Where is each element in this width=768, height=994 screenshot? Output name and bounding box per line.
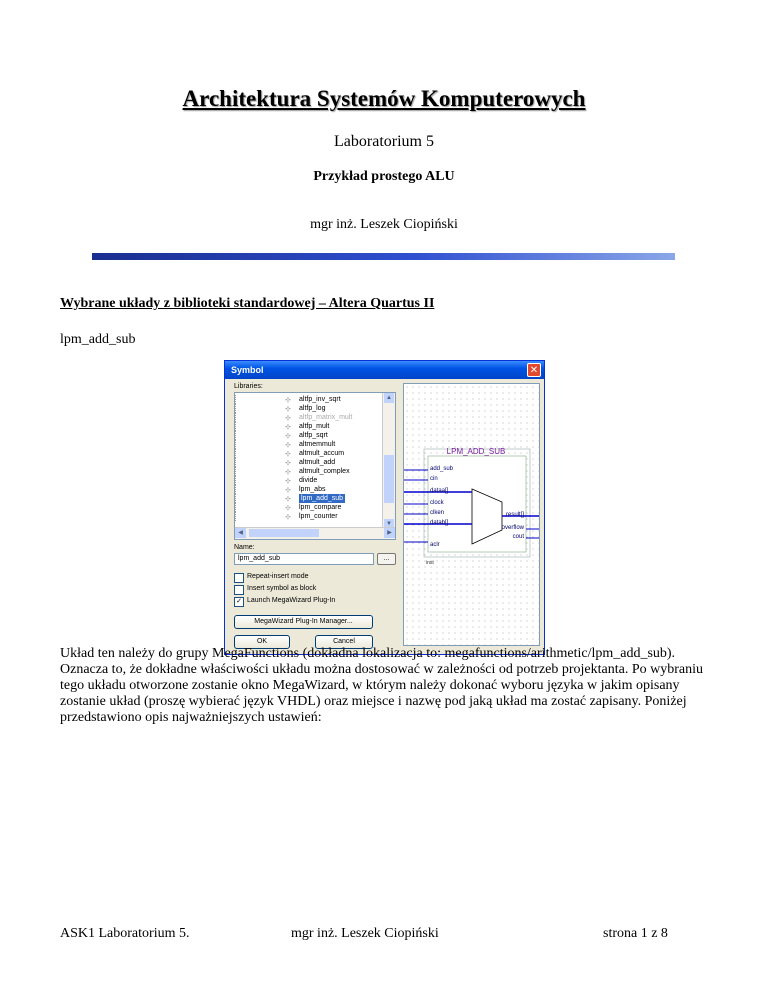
megafunction-icon: ⊹	[285, 406, 291, 413]
megawizard-manager-button[interactable]: MegaWizard Plug-In Manager...	[234, 615, 373, 629]
library-item-label: altmemmult	[299, 441, 336, 448]
symbol-output-pin: result[]	[505, 512, 524, 518]
library-item[interactable]	[235, 395, 385, 404]
libraries-vertical-scrollbar[interactable]	[382, 393, 395, 529]
lab-number: Laboratorium 5	[334, 133, 434, 150]
megafunction-icon: ⊹	[285, 397, 291, 404]
checkbox-label: Repeat-insert mode	[247, 573, 309, 580]
symbol-dialog	[224, 360, 545, 655]
megafunction-icon: ⊹	[285, 460, 291, 467]
symbol-input-pin: dataa[]	[430, 488, 449, 494]
megafunction-icon: ⊹	[285, 478, 291, 485]
symbol-output-pin: cout	[512, 534, 524, 540]
library-item[interactable]	[235, 431, 385, 440]
library-item[interactable]	[235, 476, 385, 485]
libraries-list[interactable]	[234, 392, 396, 540]
ok-button[interactable]: OK	[234, 635, 290, 649]
library-item-label: divide	[299, 477, 318, 484]
symbol-input-pin: add_sub	[430, 466, 454, 472]
library-item-label: altfp_sqrt	[299, 432, 328, 439]
library-item-label: altfp_matrix_mult	[299, 414, 353, 421]
scroll-right-icon[interactable]: ▶	[384, 528, 395, 538]
footer-center: mgr inż. Leszek Ciopiński	[291, 926, 439, 941]
library-item[interactable]	[235, 467, 385, 476]
symbol-input-pin: datab[]	[430, 520, 449, 526]
library-item[interactable]	[235, 512, 385, 521]
libraries-horizontal-scrollbar[interactable]	[235, 527, 395, 539]
library-item-label: lpm_compare	[299, 504, 342, 511]
scroll-down-icon[interactable]: ▼	[384, 519, 394, 529]
library-item[interactable]	[235, 503, 385, 512]
checkbox-box[interactable]	[234, 585, 244, 595]
library-item[interactable]	[235, 422, 385, 431]
checkbox-box[interactable]	[234, 573, 244, 583]
library-item[interactable]	[235, 458, 385, 467]
library-item[interactable]	[235, 413, 385, 422]
library-item-label: altmult_add	[299, 459, 336, 466]
library-item-label: lpm_abs	[299, 486, 326, 493]
symbol-input-pin: cin	[430, 476, 438, 482]
checkbox-label: Launch MegaWizard Plug-In	[247, 597, 336, 604]
author: mgr inż. Leszek Ciopiński	[310, 217, 458, 232]
symbol-preview	[403, 383, 540, 646]
library-item-label: altfp_inv_sqrt	[299, 396, 341, 403]
library-item-label: altfp_mult	[299, 423, 330, 430]
megafunction-icon: ⊹	[285, 505, 291, 512]
megafunction-icon: ⊹	[285, 469, 291, 476]
library-item-label: altmult_accum	[299, 450, 345, 457]
libraries-label: Libraries:	[234, 383, 263, 390]
megafunction-icon: ⊹	[285, 514, 291, 521]
scroll-thumb[interactable]	[384, 455, 394, 503]
component-name: lpm_add_sub	[60, 332, 136, 347]
library-item[interactable]	[235, 404, 385, 413]
scroll-left-icon[interactable]: ◀	[235, 528, 246, 538]
library-item-label: lpm_counter	[299, 513, 338, 520]
lpm-add-sub-symbol	[404, 384, 539, 645]
symbol-input-pin: clock	[430, 500, 444, 506]
library-item[interactable]	[235, 485, 385, 494]
browse-button[interactable]: ...	[377, 553, 396, 565]
megafunction-icon: ⊹	[285, 433, 291, 440]
instance-label: inst	[426, 560, 434, 566]
library-item-label: lpm_add_sub	[301, 495, 344, 502]
scroll-thumb[interactable]	[249, 529, 319, 537]
header-divider	[92, 253, 675, 260]
name-label: Name:	[234, 544, 255, 551]
symbol-output-pin: overflow	[501, 525, 524, 531]
dialog-titlebar	[225, 361, 544, 379]
footer-right: strona 1 z 8	[603, 926, 668, 941]
megafunction-icon: ⊹	[285, 415, 291, 422]
symbol-input-pin: clken	[430, 510, 445, 516]
megafunction-icon: ⊹	[285, 487, 291, 494]
megafunction-icon: ⊹	[285, 451, 291, 458]
symbol-title: LPM_ADD_SUB	[446, 447, 506, 456]
lab-subtitle: Przykład prostego ALU	[313, 169, 455, 184]
megafunction-icon: ⊹	[285, 496, 291, 503]
footer-left: ASK1 Laboratorium 5.	[60, 926, 190, 941]
library-item[interactable]	[235, 494, 385, 503]
cancel-button[interactable]: Cancel	[315, 635, 373, 649]
symbol-input-pin: aclr	[430, 542, 440, 548]
name-input[interactable]: lpm_add_sub	[234, 553, 374, 565]
check-mark-icon[interactable]: ✓	[234, 597, 244, 607]
megafunction-icon: ⊹	[285, 424, 291, 431]
scroll-up-icon[interactable]: ▲	[384, 393, 394, 403]
close-icon[interactable]: ✕	[527, 363, 541, 377]
megafunction-icon: ⊹	[285, 442, 291, 449]
library-item[interactable]	[235, 449, 385, 458]
library-item[interactable]	[235, 440, 385, 449]
section-heading: Wybrane układy z biblioteki standardowej – Altera Quartus II	[60, 296, 435, 311]
library-item-label: altfp_log	[299, 405, 326, 412]
dialog-title: Symbol	[231, 365, 264, 375]
description-paragraph: Układ ten należy do grupy MegaFunctions (dokładna lokalizacja to: megafunctions/arithmetic/lpm_add_sub). Oznacza to, że dokładne właściwości układu można dostosować w zależności od potrzeb projektanta. Po wybraniu tego układu otworzone zostanie okno MegaWizard, w którym należy dokonać wyboru języka w jakim opisany zostanie układ (proszę wybierać język VHDL) oraz miejsce i nazwę pod jaką układ ma zostać zapisany. Poniżej przedstawiono opis najważniejszych ustawień:	[60, 646, 704, 725]
document-title: Architektura Systemów Komputerowych	[182, 86, 586, 111]
library-item-label: altmult_complex	[299, 468, 350, 475]
checkbox-label: Insert symbol as block	[247, 585, 317, 592]
